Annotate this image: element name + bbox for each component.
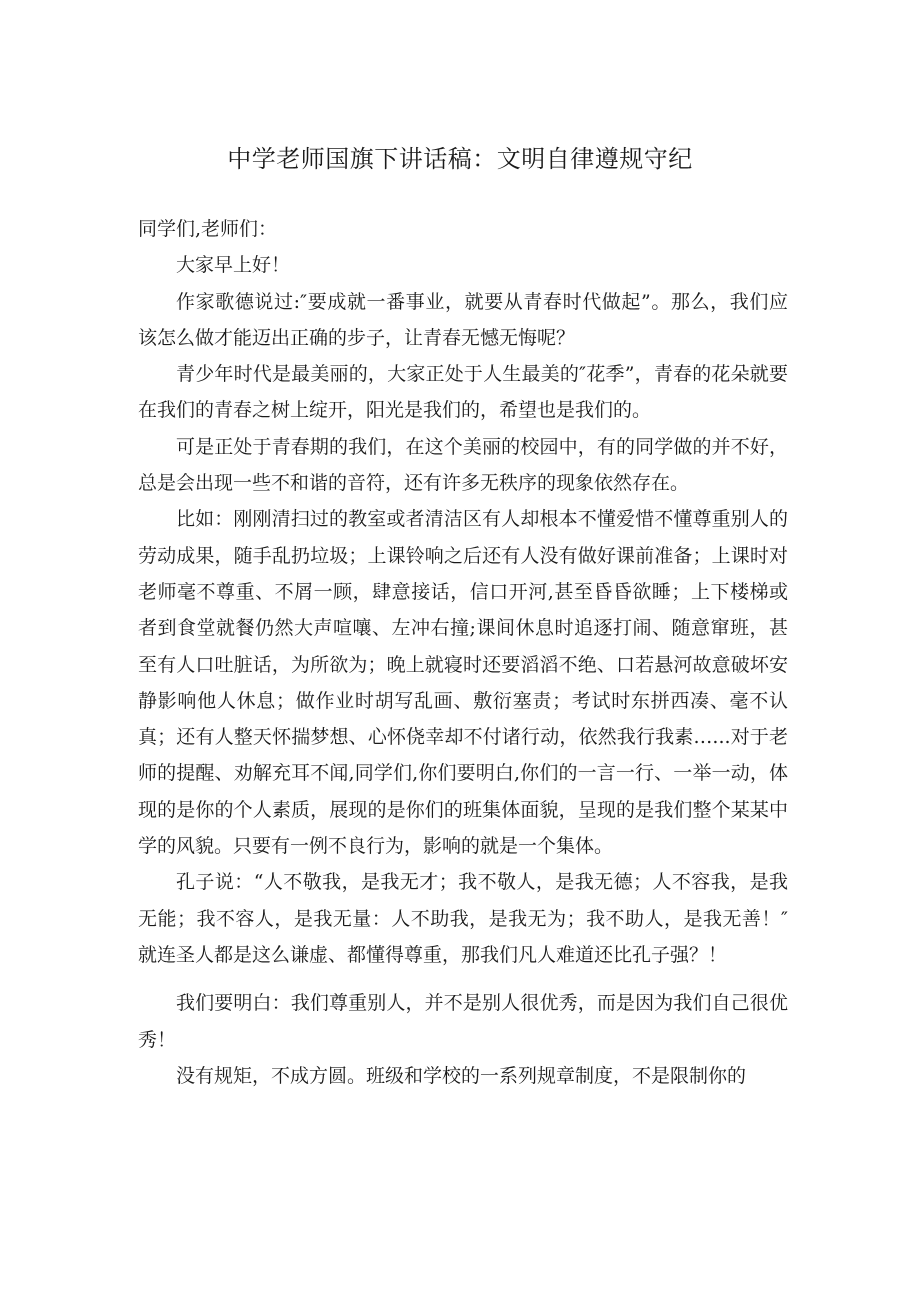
greeting-paragraph: 同学们,老师们： <box>138 218 278 240</box>
good-morning-paragraph: 大家早上好！ <box>176 254 291 277</box>
examples-paragraph: 比如：刚刚清扫过的教室或者清洁区有人却根本不懂爱惜不懂尊重别人的劳动成果，随手乱扔垃圾；上课铃响之后还有人没有做好课前准备；上课时对老师毫不尊重、不屑一顾，肆意接话，信口开河,甚至昏昏欲睡；上下楼梯或者到食堂就餐仍然大声喧嚷、左冲右撞;课间休息时追逐打闹、随意窜班，甚至有人口吐脏话，为所欲为；晚上就寝时还要滔滔不绝、口若悬河故意破坏安静影响他人休息；做作业时胡写乱画、敷衍塞责；考试时东拼西凑、毫不认真；还有人整天怀揣梦想、心怀侥幸却不付诸行动，依然我行我素…...对于老师的提醒、劝解充耳不闻,同学们,你们要明白,你们的一言一行、一举一动，体现的是你的个人素质，展现的是你们的班集体面貌，呈现的是我们整个某某中学的风貌。只要有一例不良行为，影响的就是一个集体。 <box>138 508 788 858</box>
youth-paragraph: 青少年时代是最美丽的，大家正处于人生最美的″花季”，青春的花朵就要在我们的青春之树上绽开，阳光是我们的，希望也是我们的。 <box>138 363 788 422</box>
problem-paragraph: 可是正处于青春期的我们，在这个美丽的校园中，有的同学做的并不好，总是会出现一些不和谐的音符，还有许多无秩序的现象依然存在。 <box>138 435 788 495</box>
respect-paragraph: 我们要明白：我们尊重别人，并不是别人很优秀，而是因为我们自己很优秀！ <box>138 992 788 1051</box>
page-title: 中学老师国旗下讲话稿：文明自律遵规守纪 <box>227 145 693 173</box>
goethe-quote-paragraph: 作家歌德说过:″要成就一番事业，就要从青春时代做起”。那么，我们应该怎么做才能迈出正确的步子，让青春无憾无悔呢？ <box>138 290 788 349</box>
speech-body <box>138 211 788 1094</box>
rules-paragraph: 没有规矩，不成方圆。班级和学校的一系列规章制度，不是限制你的 <box>176 1064 747 1087</box>
confucius-paragraph: 孔子说：“人不敬我，是我无才；我不敬人，是我无德；人不容我，是我无能；我不容人，是我无量：人不助我，是我无为；我不助人，是我无善！″就连圣人都是这么谦虚、都懂得尊重，那我们凡人难道还比孔子强？！ <box>138 871 788 966</box>
